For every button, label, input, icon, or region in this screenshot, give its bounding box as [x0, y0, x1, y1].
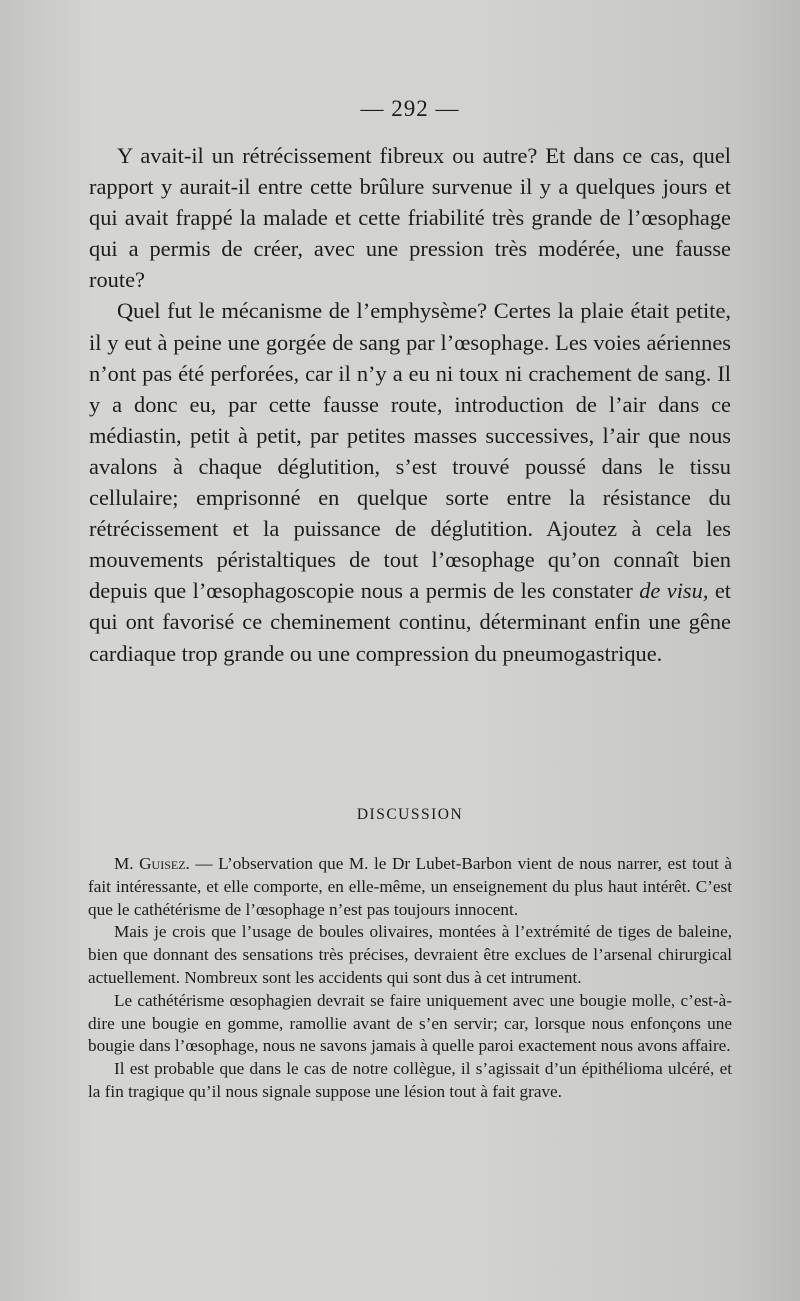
paragraph-2 — [89, 295, 731, 668]
discussion-paragraph-4: Il est probable que dans le cas de notre collègue, il s’agissait d’un épithélioma ulcéré, et la fin tragique qu’il nous signale suppose une lésion tout à fait grave. — [88, 1059, 732, 1101]
speaker-name: M. Guisez. — [114, 854, 190, 873]
main-text — [89, 140, 731, 669]
italic-phrase: de visu, — [639, 578, 709, 604]
discussion-text — [88, 853, 732, 1104]
discussion-paragraph-3: Le cathétérisme œsophagien devrait se faire uniquement avec une bougie molle, c’est-à-dire une bougie en gomme, ramollie avant de s’en servir; car, lorsque nous enfonçons une bougie dans l’œsophage, nous ne savons jamais à quelle paroi exactement nous avons affaire. — [88, 990, 732, 1056]
paragraph-1: Y avait-il un rétrécissement fibreux ou autre? Et dans ce cas, quel rapport y aurait-il entre cette brûlure survenue il y a quelques jours et qui avait frappé la malade et cette friabilité très grande de l’œsophage qui a permis de créer, avec une pression très modérée, une fausse route? — [89, 143, 731, 293]
paragraph-2-end: et qui ont favorisé ce cheminement continu, déterminant enfin une gêne cardiaque trop grande ou une compression du pneumogastrique. — [89, 578, 731, 666]
discussion-paragraph-1-text: — L’observation que M. le Dr Lubet-Barbon vient de nous narrer, est tout à fait intéressante, et elle comporte, en elle-même, un enseignement du plus haut intérêt. C’est que le cathétérisme de l’œsophage n’est pas toujours innocent. — [88, 854, 732, 919]
paragraph-2-text: Quel fut le mécanisme de l’emphysème? Certes la plaie était petite, il y eut à peine une gorgée de sang par l’œsophage. Les voies aériennes n’ont pas été perforées, car il n’y a eu ni toux ni crachement de sang. Il y a donc eu, par cette fausse route, introduction de l’air dans ce médiastin, petit à petit, par petites masses successives, l’air que nous avalons à chaque déglutition, s’est trouvé poussé dans le tissu cellulaire; emprisonné en quelque sorte entre la résistance du rétrécissement et la puissance de déglutition. Ajoutez à cela les mouvements péristaltiques de tout l’œsophage qu’on connaît bien depuis que l’œsophagoscopie nous a permis de les constater — [89, 298, 731, 604]
page-number: — 292 — — [360, 96, 460, 121]
discussion-paragraph-1 — [88, 853, 732, 921]
section-heading: DISCUSSION — [356, 806, 464, 823]
discussion-paragraph-2: Mais je crois que l’usage de boules olivaires, montées à l’extrémité de tiges de baleine, bien que donnant des sensations très précises, devraient être exclues de l’arsenal chirurgical actuellement. Nombreux sont les accidents qui sont dus à cet intrument. — [88, 922, 732, 987]
